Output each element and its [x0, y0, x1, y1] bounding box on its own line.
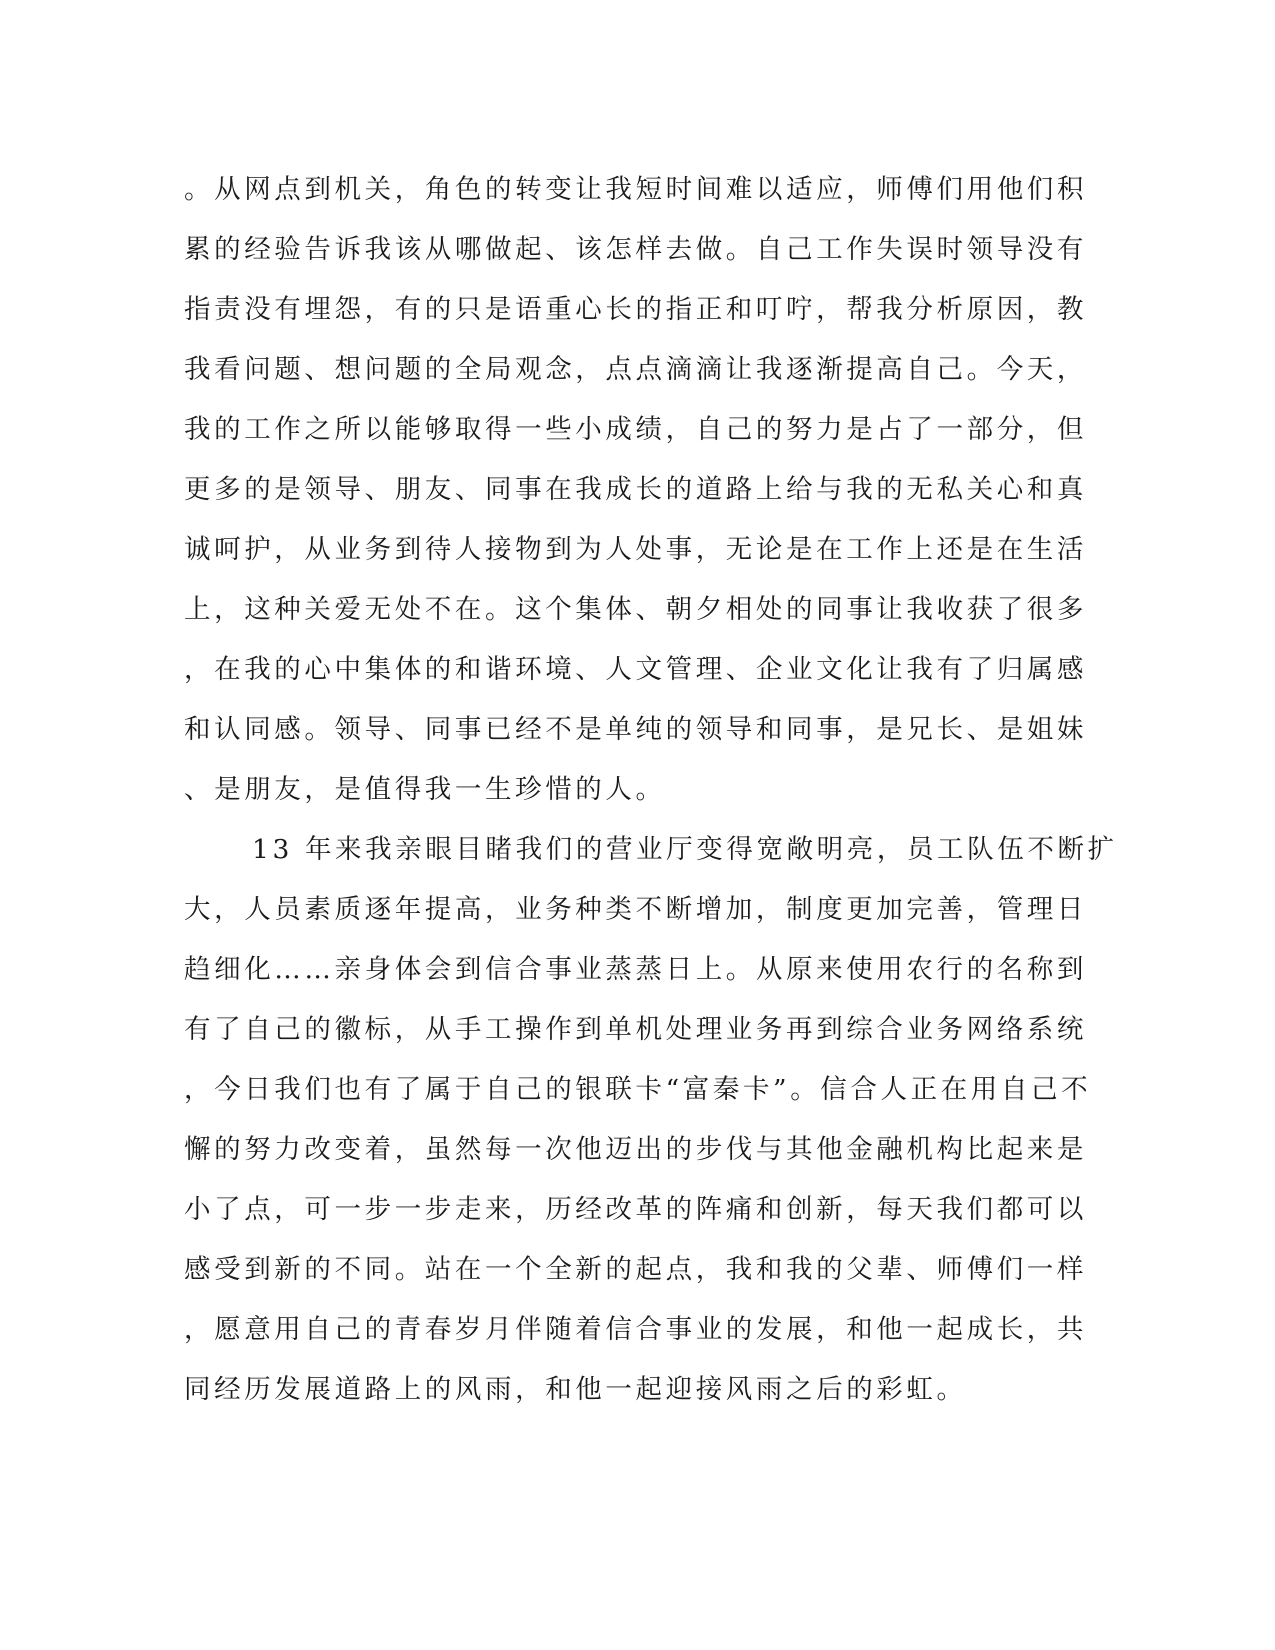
text-line: 。从网点到机关，角色的转变让我短时间难以适应，师傅们用他们积: [184, 174, 1087, 205]
text-line: 有了自己的徽标，从手工操作到单机处理业务再到综合业务网络系统: [184, 1014, 1087, 1045]
text-line: 我的工作之所以能够取得一些小成绩，自己的努力是占了一部分，但: [184, 414, 1087, 445]
text-line: 诚呵护，从业务到待人接物到为人处事，无论是在工作上还是在生活: [184, 534, 1087, 565]
text-line: 指责没有埋怨，有的只是语重心长的指正和叮咛，帮我分析原因，教: [184, 294, 1087, 325]
paragraph-1: [184, 160, 1087, 820]
text-line: 和认同感。领导、同事已经不是单纯的领导和同事，是兄长、是姐妹: [184, 714, 1087, 745]
text-line: ，今日我们也有了属于自己的银联卡“富秦卡”。信合人正在用自己不: [184, 1074, 1092, 1105]
text-line: 累的经验告诉我该从哪做起、该怎样去做。自己工作失误时领导没有: [184, 234, 1087, 265]
text-line: 上，这种关爱无处不在。这个集体、朝夕相处的同事让我收获了很多: [184, 594, 1087, 625]
text-line: 、是朋友，是值得我一生珍惜的人。: [184, 774, 666, 805]
paragraph-2: [184, 820, 1118, 1420]
text-line: 同经历发展道路上的风雨，和他一起迎接风雨之后的彩虹。: [184, 1374, 967, 1405]
text-line: 懈的努力改变着，虽然每一次他迈出的步伐与其他金融机构比起来是: [184, 1134, 1087, 1165]
text-line: 更多的是领导、朋友、同事在我成长的道路上给与我的无私关心和真: [184, 474, 1087, 505]
text-line: 小了点，可一步一步走来，历经改革的阵痛和创新，每天我们都可以: [184, 1194, 1087, 1225]
text-line: 感受到新的不同。站在一个全新的起点，我和我的父辈、师傅们一样: [184, 1254, 1087, 1285]
text-line: ，愿意用自己的青春岁月伴随着信合事业的发展，和他一起成长，共: [184, 1314, 1087, 1345]
text-line: 我看问题、想问题的全局观念，点点滴滴让我逐渐提高自己。今天，: [184, 354, 1087, 385]
body-text: [184, 160, 1118, 1420]
text-line: ，在我的心中集体的和谐环境、人文管理、企业文化让我有了归属感: [184, 654, 1087, 685]
text-line: 大，人员素质逐年提高，业务种类不断增加，制度更加完善，管理日: [184, 894, 1087, 925]
text-line: 趋细化……亲身体会到信合事业蒸蒸日上。从原来使用农行的名称到: [184, 954, 1087, 985]
text-line: 13 年来我亲眼目睹我们的营业厅变得宽敞明亮，员工队伍不断扩: [252, 834, 1118, 865]
